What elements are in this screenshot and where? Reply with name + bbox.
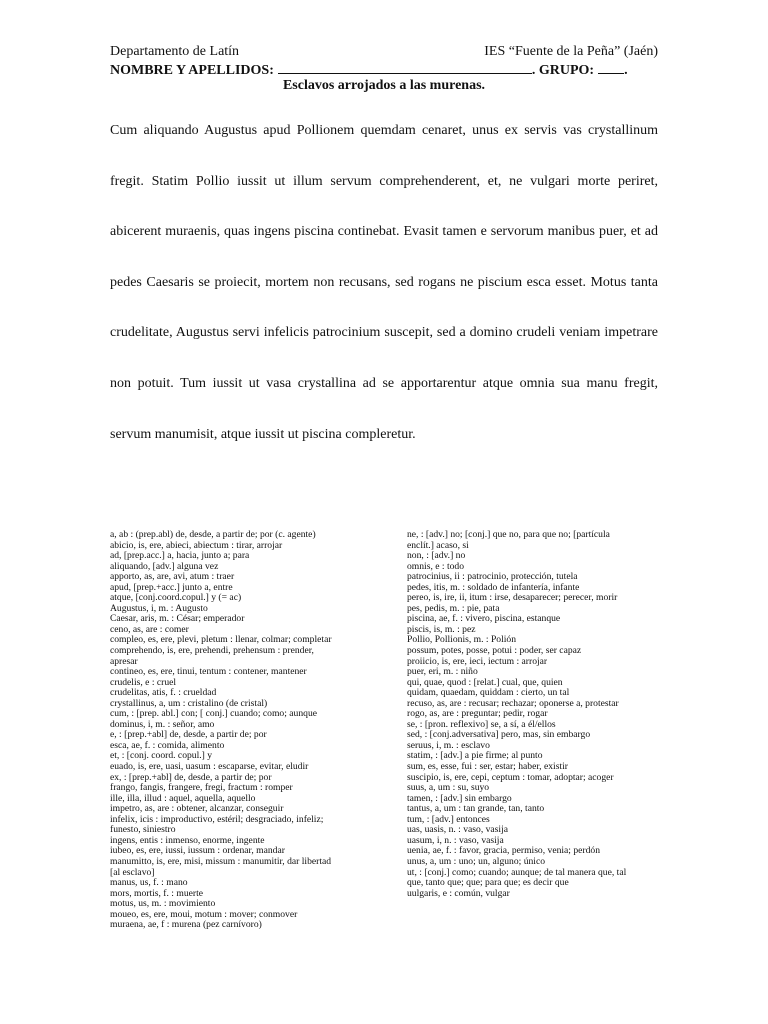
vocabulary-entry: contineo, es, ere, tinui, tentum : contener, mantener: [110, 666, 307, 678]
group-end: .: [624, 63, 628, 78]
vocabulary-entry: et, : [conj. coord. copul.] y: [110, 750, 213, 762]
vocabulary-entry: ut, : [conj.] como; cuando; aunque; de tal manera que, tal: [407, 866, 627, 878]
vocabulary-entry: tantus, a, um : tan grande, tan, tanto: [407, 803, 545, 815]
group-blank: [598, 61, 624, 74]
student-info-line: [110, 61, 658, 79]
vocabulary-entry: abicio, is, ere, abieci, abiectum : tirar, arrojar: [110, 539, 283, 551]
school-label: IES “Fuente de la Peña” (Jaén): [484, 44, 658, 59]
vocabulary-entry: recuso, as, are : recusar; rechazar; oponerse a, protestar: [407, 697, 619, 709]
vocabulary-entry: infelix, icis : improductivo, estéril; desgraciado, infeliz;: [110, 813, 324, 825]
vocabulary-entry: impetro, as, are : obtener, alcanzar, conseguir: [110, 803, 284, 815]
vocabulary-entry: iubeo, es, ere, iussi, iussum : ordenar, mandar: [110, 845, 285, 857]
vocabulary-entry: dominus, i, m. : señor, amo: [110, 718, 215, 730]
vocabulary-entry: [al esclavo]: [110, 866, 155, 878]
vocabulary-entry: apporto, as, are, avi, atum : traer: [110, 571, 235, 583]
vocabulary-entry: apresar: [110, 655, 138, 667]
vocabulary-entry: Pollio, Pollionis, m. : Polión: [407, 634, 517, 646]
vocabulary-entry: crudelis, e : cruel: [110, 676, 177, 688]
group-label: . GRUPO:: [531, 63, 595, 78]
vocabulary-entry: omnis, e : todo: [407, 560, 465, 572]
vocabulary-entry: qui, quae, quod : [relat.] cual, que, quien: [407, 676, 563, 688]
vocabulary-entry: uas, uasis, n. : vaso, vasija: [407, 824, 508, 836]
vocabulary-entry: frango, fangis, frangere, fregi, fractum : romper: [110, 782, 293, 794]
name-blank: [278, 61, 532, 74]
vocabulary-entry: apud, [prep.+acc.] junto a, entre: [110, 581, 233, 593]
vocabulary-entry: statim, : [adv.] a pie firme; al punto: [407, 750, 543, 762]
vocabulary-entry: rogo, as, are : preguntar; pedir, rogar: [407, 708, 548, 720]
vocabulary-entry: sum, es, esse, fui : ser, estar; haber, existir: [407, 761, 568, 773]
vocabulary-entry: pes, pedis, m. : pie, pata: [407, 602, 500, 614]
vocabulary-entry: euado, is, ere, uasi, uasum : escaparse, evitar, eludir: [110, 761, 309, 773]
vocabulary-entry: patrocinius, ii : patrocinio, protección, tutela: [407, 571, 578, 583]
vocabulary-entry: uasum, i, n. : vaso, vasija: [407, 834, 504, 846]
vocabulary-column-left: [110, 530, 392, 931]
vocabulary-entry: motus, us, m. : movimiento: [110, 898, 216, 910]
vocabulary-entry: uulgaris, e : común, vulgar: [407, 887, 510, 899]
vocabulary-entry: crystallinus, a, um : cristalino (de cristal): [110, 697, 268, 709]
vocabulary-entry: possum, potes, posse, potui : poder, ser capaz: [407, 645, 582, 657]
vocabulary-entry: ingens, entis : inmenso, enorme, ingente: [110, 834, 265, 846]
vocabulary-entry: ex, : [prep.+abl] de, desde, a partir de; por: [110, 771, 272, 783]
vocabulary-entry: enclít.] acaso, si: [407, 539, 469, 551]
vocabulary-entry: proiicio, is, ere, ieci, iectum : arrojar: [407, 655, 548, 667]
vocabulary-entry: seruus, i, m. : esclavo: [407, 739, 490, 751]
vocabulary-entry: crudelitas, atis, f. : crueldad: [110, 687, 217, 699]
vocabulary-entry: muraena, ae, f : murena (pez carnívoro): [110, 919, 262, 931]
vocabulary-entry: ille, illa, illud : aquel, aquella, aquello: [110, 792, 256, 804]
vocabulary-entry: ad, [prep.acc.] a, hacia, junto a; para: [110, 550, 250, 562]
vocabulary-entry: non, : [adv.] no: [407, 550, 466, 562]
vocabulary-entry: sed, : [conj.adversativa] pero, mas, sin embargo: [407, 729, 591, 741]
vocabulary-entry: pereo, is, ire, ii, itum : irse, desaparecer; perecer, morir: [407, 592, 618, 604]
vocabulary-column-right: [407, 530, 669, 899]
vocabulary-entry: pedes, itis, m. : soldado de infantería, infante: [407, 581, 580, 593]
vocabulary-entry: funesto, siniestro: [110, 824, 176, 836]
vocabulary-entry: manus, us, f. : mano: [110, 877, 188, 889]
vocabulary-entry: cum, : [prep. abl.] con; [ conj.] cuando; como; aunque: [110, 708, 317, 720]
vocabulary-entry: suus, a, um : su, suyo: [407, 782, 490, 794]
vocabulary-entry: tamen, : [adv.] sin embargo: [407, 792, 512, 804]
vocabulary-entry: atque, [conj.coord.copul.] y (= ac): [110, 592, 242, 604]
vocabulary-entry: e, : [prep.+abl] de, desde, a partir de; por: [110, 729, 267, 741]
vocabulary-entry: suscipio, is, ere, cepi, ceptum : tomar, adoptar; acoger: [407, 771, 614, 783]
vocabulary-entry: tum, : [adv.] entonces: [407, 813, 490, 825]
vocabulary-entry: unus, a, um : uno; un, alguno; único: [407, 855, 546, 867]
vocabulary-entry: ceno, as, are : comer: [110, 623, 189, 635]
vocabulary-entry: compleo, es, ere, plevi, pletum : llenar, colmar; completar: [110, 634, 332, 646]
vocabulary-entry: esca, ae, f. : comida, alimento: [110, 739, 225, 751]
vocabulary-entry: Augustus, i, m. : Augusto: [110, 602, 208, 614]
vocabulary-entry: moueo, es, ere, moui, motum : mover; conmover: [110, 908, 298, 920]
vocabulary-entry: mors, mortis, f. : muerte: [110, 887, 203, 899]
vocabulary-entry: Caesar, aris, m. : César; emperador: [110, 613, 245, 625]
vocabulary-entry: que, tanto que; que; para que; es decir que: [407, 877, 569, 889]
document-title: Esclavos arrojados a las murenas.: [282, 78, 486, 93]
vocabulary-entry: a, ab : (prep.abl) de, desde, a partir de; por (c. agente): [110, 529, 316, 540]
latin-passage: Cum aliquando Augustus apud Pollionem quemdam cenaret, unus ex servis vas crystallinum fregit. Statim Pollio iussit ut illum servum comprehenderent, et, ne vulgari morte periret, abicerent muraenis, quas ingens piscina continebat. Evasit tamen e servorum manibus puer, et ad pedes Caesaris se proiecit, mortem non recusans, sed rogans ne piscium esca esset. Motus tanta crudelitate, Augustus servi infelicis patrocinium suscepit, sed a domino crudeli veniam impetrare non potuit. Tum iussit ut vasa crystallina ad se apportarentur atque omnia sua manu fregit, servum manumisit, atque iussit ut piscina compleretur.: [110, 123, 658, 442]
vocabulary-entry: aliquando, [adv.] alguna vez: [110, 560, 219, 572]
vocabulary-entry: manumitto, is, ere, misi, missum : manumitir, dar libertad: [110, 855, 332, 867]
vocabulary-entry: uenia, ae, f. : favor, gracia, permiso, venia; perdón: [407, 845, 601, 857]
vocabulary-entry: ne, : [adv.] no; [conj.] que no, para que no; [partícula: [407, 529, 610, 540]
vocabulary-entry: comprehendo, is, ere, prehendi, prehensum : prender,: [110, 645, 314, 657]
vocabulary-entry: piscis, is, m. : pez: [407, 623, 476, 635]
vocabulary-entry: se, : [pron. reflexivo] se, a sí, a él/ellos: [407, 718, 556, 730]
vocabulary-entry: piscina, ae, f. : vivero, piscina, estanque: [407, 613, 561, 625]
name-label: NOMBRE Y APELLIDOS:: [110, 63, 274, 78]
department-label: Departamento de Latín: [110, 44, 240, 59]
vocabulary-entry: quidam, quaedam, quiddam : cierto, un tal: [407, 687, 570, 699]
vocabulary-entry: puer, eri, m. : niño: [407, 666, 478, 678]
